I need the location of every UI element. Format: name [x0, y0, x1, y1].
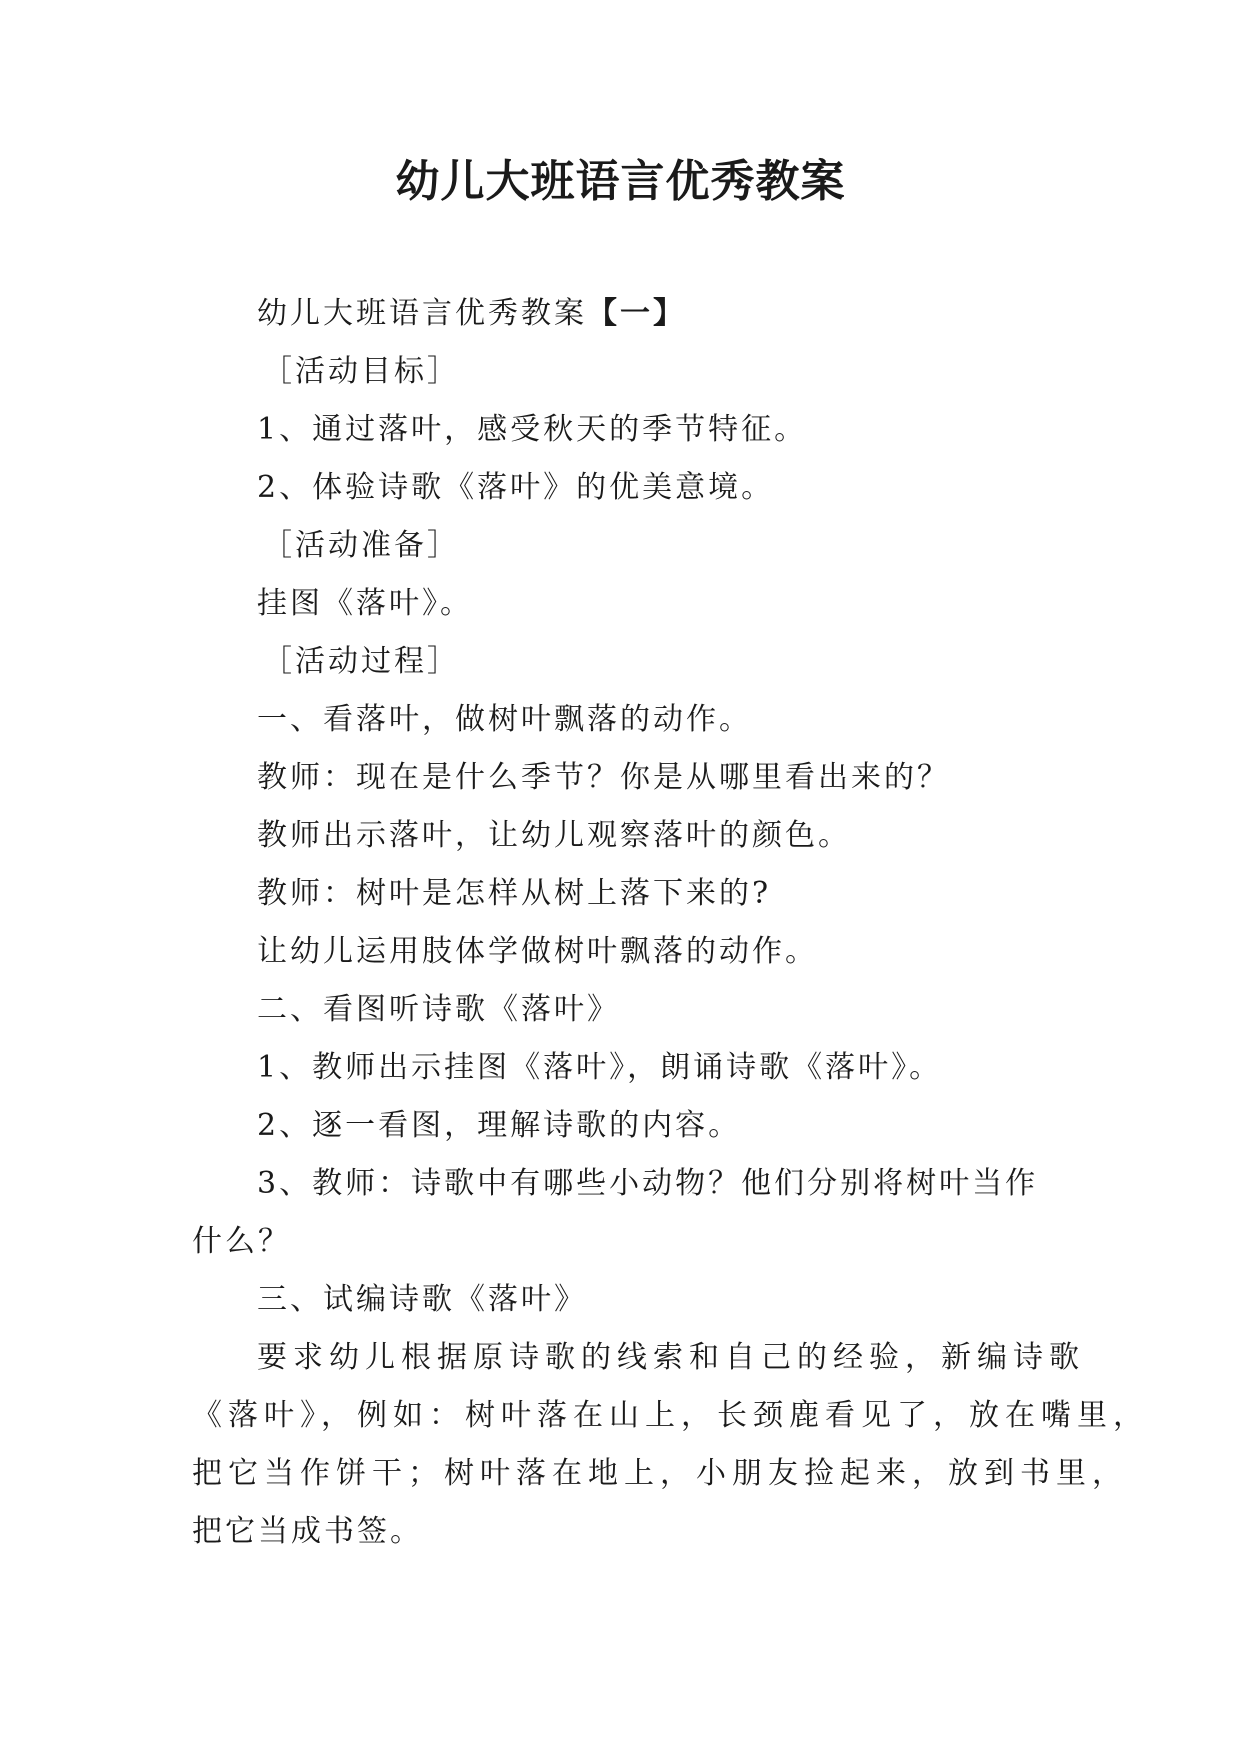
- paragraph-line: 让幼儿运用肢体学做树叶飘落的动作。: [257, 934, 818, 969]
- paragraph-line: 要求幼儿根据原诗歌的线索和自己的经验，新编诗歌: [257, 1340, 1085, 1375]
- paragraph-line: 2、体验诗歌《落叶》的优美意境。: [257, 470, 775, 505]
- paragraph-line: 教师：树叶是怎样从树上落下来的?: [257, 876, 772, 911]
- paragraph-line: ［活动目标］: [262, 354, 460, 389]
- paragraph-line: ［活动准备］: [262, 528, 460, 563]
- section-number: 【一】: [587, 296, 686, 331]
- paragraph-line: 2、逐一看图，理解诗歌的内容。: [257, 1108, 742, 1143]
- paragraph-line: 1、通过落叶，感受秋天的季节特征。: [257, 412, 808, 447]
- paragraph-line: 3、教师：诗歌中有哪些小动物？他们分别将树叶当作: [257, 1166, 1039, 1201]
- section-heading: [257, 294, 686, 334]
- paragraph-line: 教师出示落叶，让幼儿观察落叶的颜色。: [257, 818, 851, 853]
- paragraph-line: 把它当作饼干；树叶落在地上，小朋友捡起来，放到书里，: [192, 1456, 1128, 1491]
- paragraph-line: 挂图《落叶》。: [257, 586, 473, 621]
- paragraph-line: 《落叶》，例如：树叶落在山上，长颈鹿看见了，放在嘴里，: [192, 1398, 1149, 1433]
- paragraph-line: 三、试编诗歌《落叶》: [257, 1282, 587, 1317]
- section-heading-text: 幼儿大班语言优秀教案: [257, 296, 587, 331]
- paragraph-line: ［活动过程］: [262, 644, 460, 679]
- paragraph-line: 教师：现在是什么季节？你是从哪里看出来的？: [257, 760, 950, 795]
- paragraph-line: 1、教师出示挂图《落叶》，朗诵诗歌《落叶》。: [257, 1050, 943, 1085]
- document-title: 幼儿大班语言优秀教案: [395, 156, 846, 207]
- paragraph-line: 二、看图听诗歌《落叶》: [257, 992, 620, 1027]
- paragraph-line: 什么？: [192, 1224, 291, 1259]
- paragraph-line: 一、看落叶，做树叶飘落的动作。: [257, 702, 752, 737]
- paragraph-line: 把它当成书签。: [192, 1514, 423, 1549]
